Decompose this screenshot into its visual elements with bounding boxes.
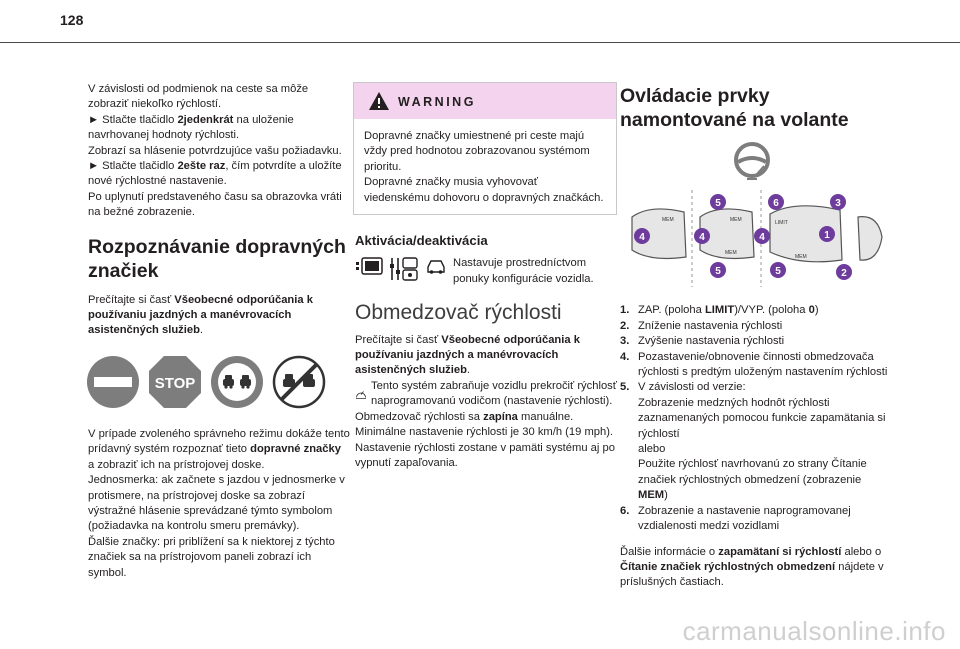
marker-label: 4 <box>759 232 765 243</box>
intro-paragraph: Po uplynutí predstaveného času sa obrazovka vráti na bežné zobrazenie. <box>88 190 342 219</box>
speed-limiter-reference: Prečítajte si časť Všeobecné odporúčania k používaniu jazdných a manévrovacích asistenčných služieb. <box>355 333 580 377</box>
steering-controls-diagram <box>620 142 890 292</box>
vehicle-settings-icon <box>355 256 383 278</box>
activation-text: Nastavuje prostredníctvom ponuky konfigurácie vozidla. <box>453 257 594 285</box>
control-item: 6. Zobrazenie a nastavenie naprogramovanej vzdialenosti medzi vozidlami <box>620 504 851 533</box>
speed-limiter-icon <box>355 383 367 405</box>
no-overtaking-sign-icon <box>210 355 264 409</box>
marker-label: 4 <box>639 232 645 243</box>
panel-label: LIMIT <box>775 220 788 226</box>
column-left <box>88 82 350 581</box>
warning-header <box>354 83 616 119</box>
speed-limiter-heading: Obmedzovač rýchlosti <box>355 301 562 325</box>
more-info-text: Ďalšie informácie o zapamätaní si rýchlostí alebo o Čítanie značiek rýchlostných obmedzení nájdete v príslušných častiach. <box>620 545 884 589</box>
speed-limiter-row <box>355 379 617 410</box>
intro-paragraph: ► Stlačte tlačidlo 2jedenkrát na uloženie navrhovanej hodnoty rýchlosti. <box>88 113 294 142</box>
intro-paragraph: Zobrazí sa hlásenie potvrdzujúce vašu požiadavku. <box>88 144 342 157</box>
intro-paragraph: ► Stlačte tlačidlo 2ešte raz, čím potvrdíte a uložíte nové rýchlostné nastavenie. <box>88 160 342 188</box>
steering-controls-heading: Ovládacie prvky namontované na volante <box>620 85 849 131</box>
traffic-sign-heading: Rozpoznávanie dopravných značiek <box>88 235 346 282</box>
marker-label: 4 <box>699 232 705 243</box>
warning-triangle-icon <box>368 91 390 111</box>
memory-text: Nastavenie rýchlosti zostane v pamäti systému aj po vypnutí zapaľovania. <box>355 441 615 469</box>
marker-label: 6 <box>773 198 779 209</box>
no-entry-sign-icon <box>86 355 140 409</box>
panel-label: MEM <box>730 217 742 223</box>
control-item: 4. Pozastavenie/obnovenie činnosti obmedzovača rýchlosti s predtým uloženým nastavením rýchlosti <box>620 350 888 379</box>
warning-body <box>354 119 616 214</box>
activation-row <box>355 256 617 287</box>
marker-label: 2 <box>841 268 847 279</box>
warning-box <box>353 82 617 215</box>
minimum-speed-text: Minimálne nastavenie rýchlosti je 30 km/h (19 mph). <box>355 426 614 439</box>
manual-activation-text: Obmedzovač rýchlosti sa zapína manuálne. <box>355 410 574 423</box>
car-icon <box>425 256 447 276</box>
speed-limiter-description: Tento systém zabraňuje vozidlu prekročiť rýchlosť naprogramovanú vodičom (nastavenie rýchlosti). <box>371 379 617 408</box>
traffic-sign-row <box>86 355 350 409</box>
control-item: 1. ZAP. (poloha LIMIT)/VYP. (poloha 0) <box>620 304 819 317</box>
marker-label: 3 <box>835 198 841 209</box>
intro-paragraphs <box>88 82 350 221</box>
marker-label: 5 <box>715 198 721 209</box>
column-right <box>620 84 890 591</box>
control-item: 5. V závislosti od verzie: Zobrazenie medzných hodnôt rýchlosti zaznamenaných pomocou funkcie zapamätania si rýchlostí alebo Použite rýchlosť navrhovanú zo strany Čítanie značiek rýchlostných obmedzení (zobrazenie MEM) <box>620 381 886 502</box>
watermark: carmanualsonline.info <box>682 616 946 646</box>
warning-title: WARNING <box>398 95 476 109</box>
stop-sign-text: STOP <box>154 374 196 392</box>
panel-label: MEM <box>662 217 674 223</box>
config-menu-icon <box>389 256 419 282</box>
column-middle <box>355 82 617 471</box>
header-rule <box>0 42 960 43</box>
traffic-sign-reference: Prečítajte si časť Všeobecné odporúčania k používaniu jazdných a manévrovacích asistenčných služieb. <box>88 293 313 337</box>
marker-label: 5 <box>715 266 721 277</box>
traffic-sign-body: V prípade zvoleného správneho režimu dokáže tento prídavný systém rozpoznať tieto dopravné značky a zobraziť ich na prístrojovej doske. <box>88 427 350 471</box>
panel-label: MEM <box>795 254 807 260</box>
page-number: 128 <box>60 12 84 28</box>
one-way-paragraph: Jednosmerka: ak začnete s jazdou v jednosmerke v protismere, na prístrojovej doske sa zobrazí výstražné hlásenie sprevádzané týmto symbolom (požiadavka na kontrolu smeru premávky). <box>88 474 345 533</box>
activation-heading: Aktivácia/deaktivácia <box>355 233 488 249</box>
end-no-overtaking-sign-icon <box>272 355 326 409</box>
other-signs-paragraph: Ďalšie značky: pri priblížení sa k niektorej z týchto značiek sa na prístrojovom paneli zobrazí ich symbol. <box>88 535 335 579</box>
controls-list <box>620 303 890 534</box>
control-item: 2. Zníženie nastavenia rýchlosti <box>620 319 783 332</box>
stop-sign-icon <box>148 355 202 409</box>
intro-paragraph: V závislosti od podmienok na ceste sa môže zobraziť niekoľko rýchlostí. <box>88 83 309 111</box>
marker-label: 1 <box>824 230 830 241</box>
control-item: 3. Zvýšenie nastavenia rýchlosti <box>620 335 785 348</box>
marker-label: 5 <box>775 266 781 277</box>
steering-wheel-icon <box>736 144 768 180</box>
warning-line: Dopravné značky umiestnené pri ceste majú vždy pred hodnotou zobrazovanou systémom prioritu. <box>364 130 590 173</box>
warning-line: Dopravné značky musia vyhovovať viedenskému dohovoru o dopravných značkách. <box>364 176 604 204</box>
panel-label: MEM <box>725 250 737 256</box>
